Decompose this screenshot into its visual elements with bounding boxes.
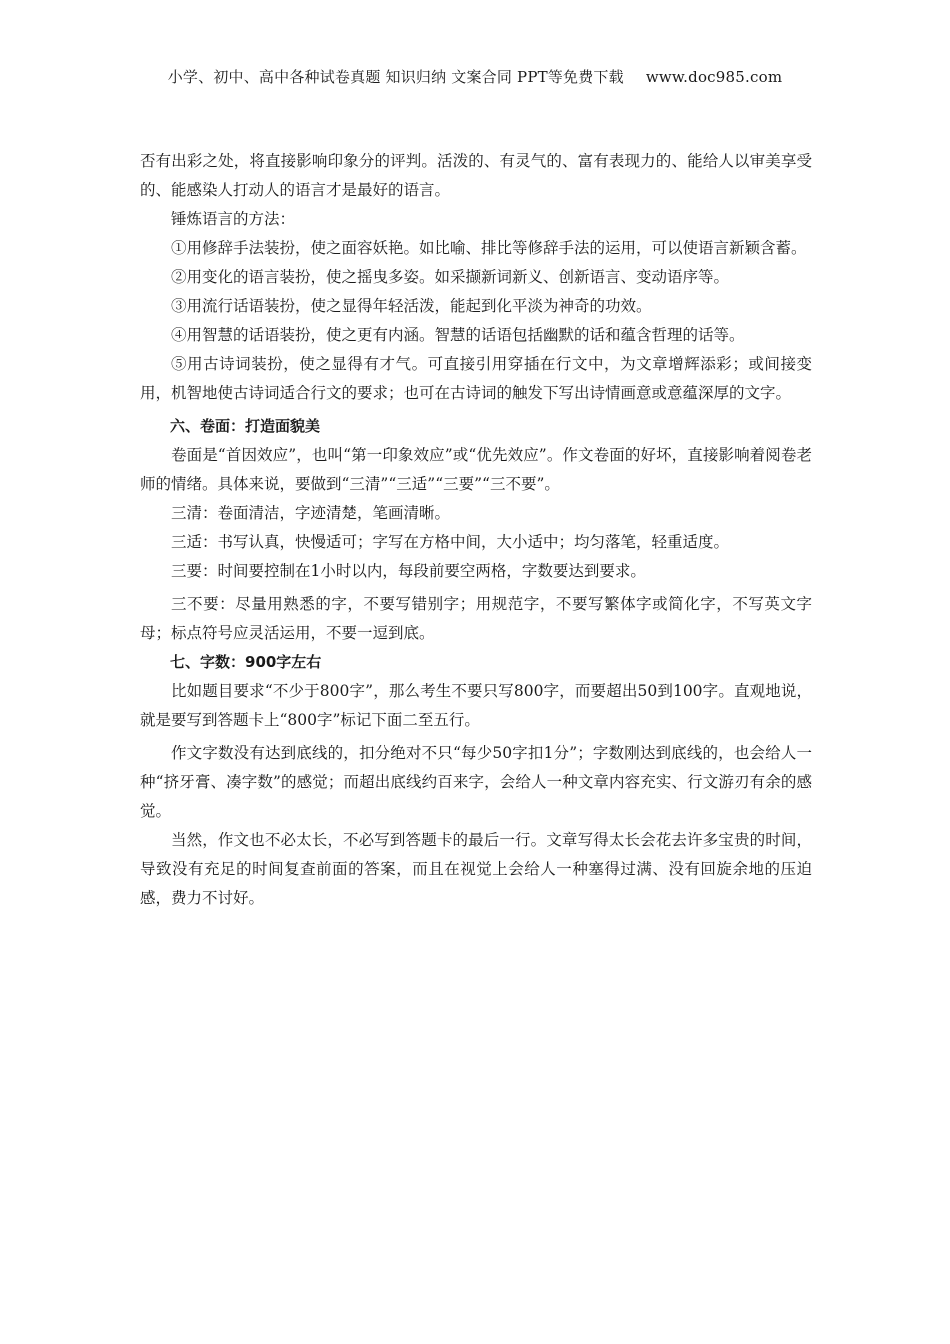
paragraph-method-2: ②用变化的语言装扮，使之摇曳多姿。如采撷新词新义、创新语言、变动语序等。: [171, 268, 730, 286]
paragraph-word-count-penalty: 作文字数没有达到底线的，扣分绝对不只“每少50字扣1分”；字数刚达到底线的，也会给人一种“挤牙膏、凑字数”的感觉；而超出底线约百来字，会给人一种文章内容充实、行文游刃有余的感觉。: [140, 744, 812, 820]
paragraph-juanmian: 卷面是“首因效应”，也叫“第一印象效应”或“优先效应”。作文卷面的好坏，直接影响着阅卷老师的情绪。具体来说，要做到“三清”“三适”“三要”“三不要”。: [140, 446, 812, 493]
paragraph-sanshi: 三适：书写认真，快慢适可；字写在方格中间，大小适中；均匀落笔，轻重适度。: [171, 533, 730, 551]
paragraph-method-4: ④用智慧的话语装扮，使之更有内涵。智慧的话语包括幽默的话和蕴含哲理的话等。: [171, 326, 745, 344]
paragraph-word-count-example: 比如题目要求“不少于800字”，那么考生不要只写800字，而要超出50到100字。直观地说，就是要写到答题卡上“800字”标记下面二至五行。: [140, 682, 812, 729]
page-header: [0, 66, 950, 87]
paragraph-method-1: ①用修辞手法装扮，使之面容妖艳。如比喻、排比等修辞手法的运用，可以使语言新颖含蓄。: [171, 239, 807, 257]
paragraph-sanyao: 三要：时间要控制在1小时以内，每段前要空两格，字数要达到要求。: [171, 562, 646, 580]
paragraph-sanbuyao: 三不要：尽量用熟悉的字，不要写错别字；用规范字，不要写繁体字或简化字，不写英文字母；标点符号应灵活运用，不要一逗到底。: [140, 595, 812, 642]
paragraph-continued: 否有出彩之处，将直接影响印象分的评判。活泼的、有灵气的、富有表现力的、能给人以审美享受的、能感染人打动人的语言才是最好的语言。: [140, 152, 812, 199]
section-heading-7: 七、字数：900字左右: [170, 653, 322, 671]
section-heading-6: 六、卷面：打造面貌美: [170, 417, 321, 435]
paragraph-method-5: ⑤用古诗词装扮，使之显得有才气。可直接引用穿插在行文中，为文章增辉添彩；或间接变用，机智地使古诗词适合行文的要求；也可在古诗词的触发下写出诗情画意或意蕴深厚的文字。: [140, 355, 812, 402]
paragraph-methods-intro: 锤炼语言的方法：: [171, 210, 296, 228]
header-text: 小学、初中、高中各种试卷真题 知识归纳 文案合同 PPT等免费下载: [167, 68, 624, 86]
paragraph-sanqing: 三清：卷面清洁，字迹清楚，笔画清晰。: [171, 504, 451, 522]
paragraph-method-3: ③用流行话语装扮，使之显得年轻活泼，能起到化平淡为神奇的功效。: [171, 297, 652, 315]
paragraph-not-too-long: 当然，作文也不必太长，不必写到答题卡的最后一行。文章写得太长会花去许多宝贵的时间，导致没有充足的时间复查前面的答案，而且在视觉上会给人一种塞得过满、没有回旋余地的压迫感，费力不讨好。: [140, 831, 812, 907]
document-body: [140, 147, 812, 913]
header-url: www.doc985.com: [645, 68, 783, 86]
